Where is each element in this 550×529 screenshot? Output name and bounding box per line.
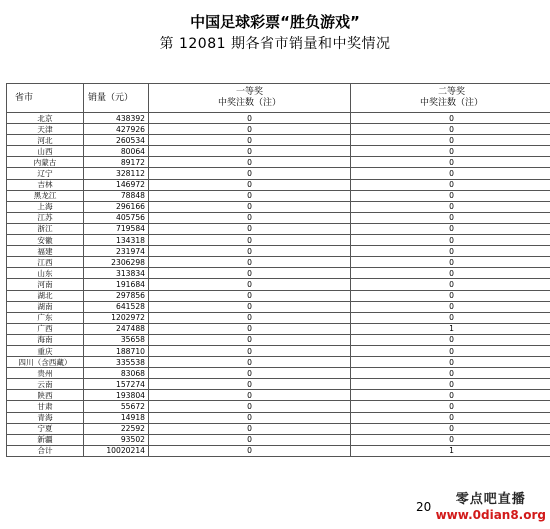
second-prize-cell: 0 [351,401,550,412]
province-cell: 浙江 [7,223,84,234]
province-cell: 江苏 [7,212,84,223]
second-prize-cell: 0 [351,223,550,234]
province-cell: 广西 [7,323,84,334]
province-cell: 广东 [7,312,84,323]
first-prize-cell: 0 [149,124,351,135]
province-cell: 河北 [7,135,84,146]
table-row [7,124,550,135]
province-cell: 福建 [7,246,84,257]
table-row [7,257,550,268]
sales-cell: 78848 [84,190,149,201]
province-cell: 陕西 [7,390,84,401]
second-prize-cell: 0 [351,257,550,268]
province-cell: 吉林 [7,179,84,190]
second-prize-cell: 0 [351,379,550,390]
first-prize-subtitle: 中奖注数（注） [217,98,281,108]
table-row [7,157,550,168]
sales-cell: 83068 [84,368,149,379]
first-prize-cell: 0 [149,290,351,301]
sales-cell: 231974 [84,246,149,257]
province-cell: 四川（含西藏） [7,357,84,368]
sales-cell: 157274 [84,379,149,390]
watermark [436,492,546,523]
first-prize-cell: 0 [149,323,351,334]
first-prize-cell: 0 [149,190,351,201]
first-prize-cell: 0 [149,146,351,157]
sales-cell: 247488 [84,323,149,334]
table-row [7,323,550,334]
second-prize-cell: 0 [351,423,550,434]
sales-cell: 146972 [84,179,149,190]
sales-cell: 188710 [84,345,149,356]
first-prize-cell: 0 [149,345,351,356]
table-row [7,390,550,401]
first-prize-cell: 0 [149,434,351,445]
table-row [7,135,550,146]
second-prize-cell: 0 [351,157,550,168]
sales-cell: 335538 [84,357,149,368]
second-prize-cell: 0 [351,179,550,190]
province-cell: 安徽 [7,235,84,246]
second-prize-cell: 0 [351,301,550,312]
first-prize-cell: 0 [149,301,351,312]
second-prize-title: 二等奖 [437,87,465,97]
first-prize-cell: 0 [149,268,351,279]
sales-cell: 405756 [84,212,149,223]
table-row [7,235,550,246]
column-header-sales: 销量（元） [84,84,149,113]
sales-cell: 35658 [84,334,149,345]
page-subtitle: 第 12081 期各省市销量和中奖情况 [159,36,391,52]
sales-cell: 193804 [84,390,149,401]
province-cell: 云南 [7,379,84,390]
first-prize-cell: 0 [149,257,351,268]
table-row [7,368,550,379]
second-prize-cell: 0 [351,357,550,368]
table-row [7,334,550,345]
first-prize-cell: 0 [149,201,351,212]
second-prize-cell: 0 [351,246,550,257]
province-cell: 上海 [7,201,84,212]
first-prize-cell: 0 [149,412,351,423]
first-prize-cell: 0 [149,357,351,368]
sales-cell: 1202972 [84,312,149,323]
first-prize-cell: 0 [149,423,351,434]
first-prize-cell: 0 [149,168,351,179]
sales-cell: 2306298 [84,257,149,268]
page-title: 中国足球彩票“胜负游戏” [190,13,360,31]
table-row [7,445,550,456]
table-row [7,290,550,301]
second-prize-cell: 0 [351,235,550,246]
sales-cell: 297856 [84,290,149,301]
second-prize-cell: 0 [351,434,550,445]
sales-cell: 719584 [84,223,149,234]
second-prize-cell: 0 [351,201,550,212]
first-prize-cell: 0 [149,379,351,390]
second-prize-cell: 0 [351,124,550,135]
province-cell: 贵州 [7,368,84,379]
second-prize-cell: 0 [351,168,550,179]
sales-cell: 93502 [84,434,149,445]
second-prize-cell: 0 [351,345,550,356]
second-prize-cell: 1 [351,323,550,334]
province-cell: 河南 [7,279,84,290]
province-cell: 海南 [7,334,84,345]
sales-cell: 22592 [84,423,149,434]
second-prize-cell: 0 [351,390,550,401]
second-prize-cell: 0 [351,290,550,301]
province-cell: 湖北 [7,290,84,301]
table-row [7,223,550,234]
first-prize-cell: 0 [149,401,351,412]
table-row [7,301,550,312]
second-prize-cell: 1 [351,445,550,456]
column-header-second-prize [351,84,550,113]
table-row [7,113,550,124]
page-number: 20 [416,500,432,514]
sales-cell: 14918 [84,412,149,423]
watermark-url: www.0dian8.org [435,508,546,522]
province-cell: 合计 [7,445,84,456]
watermark-name: 零点吧直播 [455,492,526,507]
table-row [7,401,550,412]
first-prize-cell: 0 [149,135,351,146]
table-body [7,113,550,457]
second-prize-cell: 0 [351,135,550,146]
province-cell: 江西 [7,257,84,268]
table-row [7,212,550,223]
second-prize-cell: 0 [351,146,550,157]
province-cell: 青海 [7,412,84,423]
table-row [7,168,550,179]
second-prize-subtitle: 中奖注数（注） [419,98,483,108]
table-row [7,268,550,279]
table-row [7,434,550,445]
second-prize-cell: 0 [351,312,550,323]
table-row [7,379,550,390]
sales-cell: 641528 [84,301,149,312]
first-prize-cell: 0 [149,235,351,246]
second-prize-cell: 0 [351,368,550,379]
sales-cell: 260534 [84,135,149,146]
sales-cell: 438392 [84,113,149,124]
second-prize-cell: 0 [351,212,550,223]
first-prize-cell: 0 [149,212,351,223]
province-cell: 内蒙古 [7,157,84,168]
first-prize-cell: 0 [149,279,351,290]
table-row [7,412,550,423]
sales-cell: 427926 [84,124,149,135]
first-prize-cell: 0 [149,113,351,124]
sales-cell: 89172 [84,157,149,168]
first-prize-cell: 0 [149,445,351,456]
province-cell: 辽宁 [7,168,84,179]
province-cell: 山西 [7,146,84,157]
second-prize-cell: 0 [351,412,550,423]
first-prize-title: 一等奖 [235,87,263,97]
first-prize-cell: 0 [149,246,351,257]
first-prize-cell: 0 [149,157,351,168]
province-cell: 黑龙江 [7,190,84,201]
first-prize-cell: 0 [149,390,351,401]
first-prize-cell: 0 [149,368,351,379]
sales-cell: 80064 [84,146,149,157]
table-row [7,357,550,368]
table-header-row [7,84,550,113]
first-prize-cell: 0 [149,179,351,190]
second-prize-cell: 0 [351,190,550,201]
second-prize-cell: 0 [351,268,550,279]
second-prize-cell: 0 [351,113,550,124]
table-row [7,190,550,201]
table-row [7,179,550,190]
sales-cell: 10020214 [84,445,149,456]
second-prize-cell: 0 [351,279,550,290]
province-cell: 山东 [7,268,84,279]
table-row [7,246,550,257]
province-cell: 甘肃 [7,401,84,412]
table-row [7,279,550,290]
sales-cell: 296166 [84,201,149,212]
sales-table [6,83,550,457]
table-row [7,146,550,157]
province-cell: 北京 [7,113,84,124]
column-header-first-prize [149,84,351,113]
sales-cell: 191684 [84,279,149,290]
first-prize-cell: 0 [149,334,351,345]
first-prize-cell: 0 [149,312,351,323]
column-header-province: 省市 [7,84,84,113]
sales-cell: 313834 [84,268,149,279]
province-cell: 重庆 [7,345,84,356]
table-row [7,423,550,434]
table-row [7,345,550,356]
province-cell: 天津 [7,124,84,135]
first-prize-cell: 0 [149,223,351,234]
province-cell: 新疆 [7,434,84,445]
province-cell: 宁夏 [7,423,84,434]
sales-cell: 55672 [84,401,149,412]
province-cell: 湖南 [7,301,84,312]
sales-cell: 328112 [84,168,149,179]
second-prize-cell: 0 [351,334,550,345]
table-row [7,312,550,323]
table-row [7,201,550,212]
sales-cell: 134318 [84,235,149,246]
